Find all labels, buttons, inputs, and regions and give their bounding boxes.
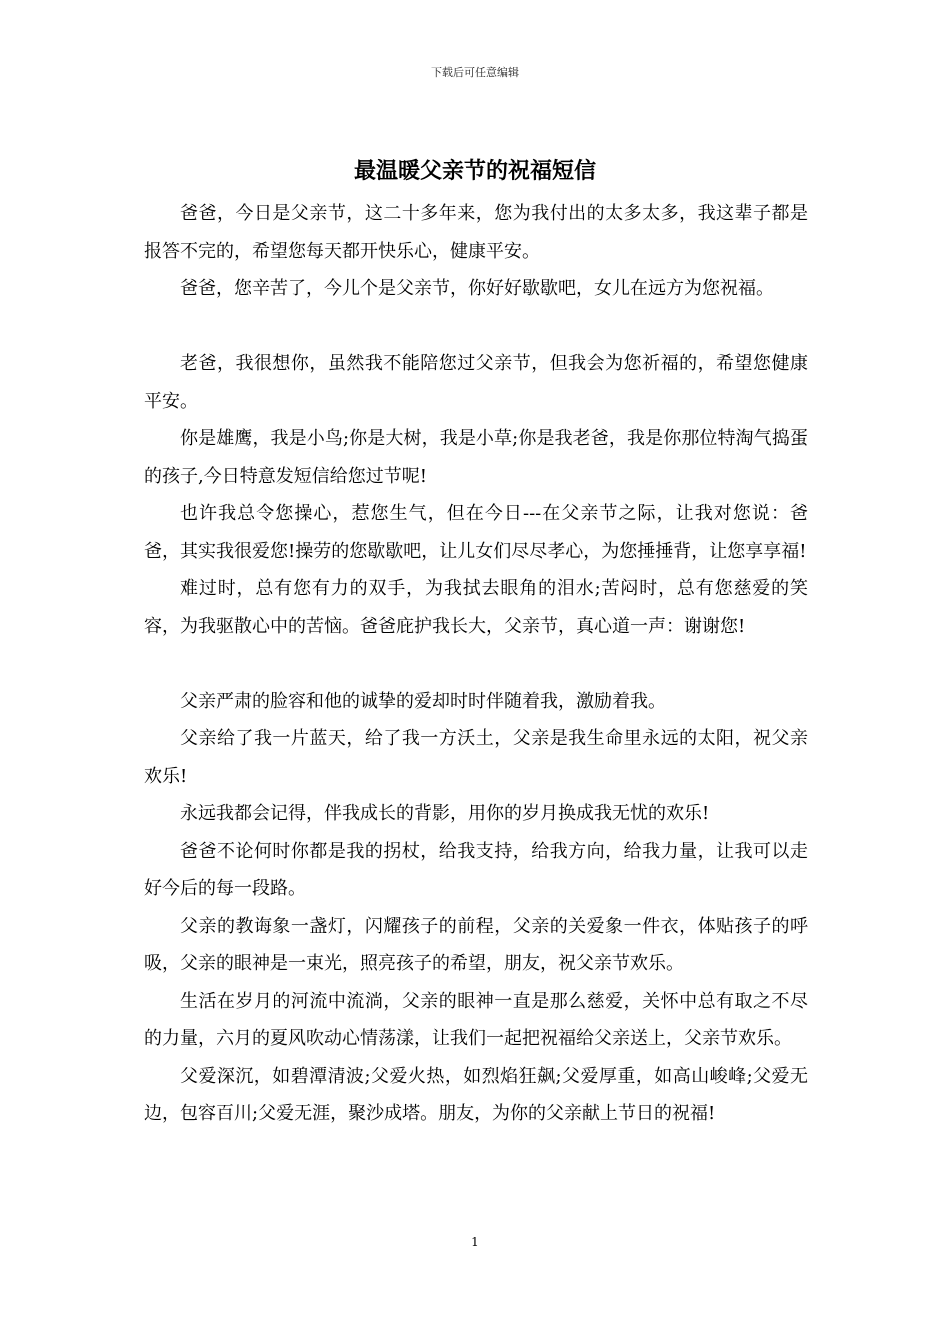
paragraph-2: 爸爸，您辛苦了，今儿个是父亲节，你好好歇歇吧，女儿在远方为您祝福。 <box>180 278 774 299</box>
document-body <box>144 195 808 1133</box>
page-header: 下载后可任意编辑 <box>431 66 519 79</box>
paragraph-3: 老爸，我很想你，虽然我不能陪您过父亲节，但我会为您祈福的，希望您健康平安。 <box>144 353 808 412</box>
paragraph-1: 爸爸，今日是父亲节，这二十多年来，您为我付出的太多太多，我这辈子都是报答不完的，希望您每天都开快乐心，健康平安。 <box>144 203 808 262</box>
paragraph-9: 永远我都会记得，伴我成长的背影，用你的岁月换成我无忧的欢乐! <box>180 803 710 824</box>
paragraph-5: 也许我总令您操心，惹您生气，但在今日---在父亲节之际，让我对您说：爸爸，其实我很爱您!操劳的您歇歇吧，让儿女们尽尽孝心，为您捶捶背，让您享享福! <box>144 503 808 562</box>
paragraph-12: 生活在岁月的河流中流淌，父亲的眼神一直是那么慈爱，关怀中总有取之不尽的力量，六月的夏风吹动心情荡漾，让我们一起把祝福给父亲送上，父亲节欢乐。 <box>144 990 808 1049</box>
blank-line <box>144 645 808 683</box>
document-title: 最温暖父亲节的祝福短信 <box>353 158 596 184</box>
blank-line <box>144 308 808 346</box>
page-number: 1 <box>471 1235 479 1249</box>
paragraph-8: 父亲给了我一片蓝天，给了我一方沃土，父亲是我生命里永远的太阳，祝父亲欢乐! <box>144 728 808 787</box>
paragraph-4: 你是雄鹰，我是小鸟;你是大树，我是小草;你是我老爸，我是你那位特淘气捣蛋的孩子,今日特意发短信给您过节呢! <box>144 428 808 487</box>
paragraph-10: 爸爸不论何时你都是我的拐杖，给我支持，给我方向，给我力量，让我可以走好今后的每一段路。 <box>144 840 808 899</box>
paragraph-13: 父爱深沉，如碧潭清波;父爱火热，如烈焰狂飙;父爱厚重，如高山峻峰;父爱无边，包容百川;父爱无涯，聚沙成塔。朋友，为你的父亲献上节日的祝福! <box>144 1065 808 1124</box>
paragraph-7: 父亲严肃的脸容和他的诚挚的爱却时时伴随着我，激励着我。 <box>180 690 666 712</box>
paragraph-11: 父亲的教诲象一盏灯，闪耀孩子的前程，父亲的关爱象一件衣，体贴孩子的呼吸，父亲的眼神是一束光，照亮孩子的希望，朋友，祝父亲节欢乐。 <box>144 915 808 974</box>
paragraph-6: 难过时，总有您有力的双手，为我拭去眼角的泪水;苦闷时，总有您慈爱的笑容，为我驱散心中的苦恼。爸爸庇护我长大，父亲节，真心道一声：谢谢您! <box>144 578 808 637</box>
